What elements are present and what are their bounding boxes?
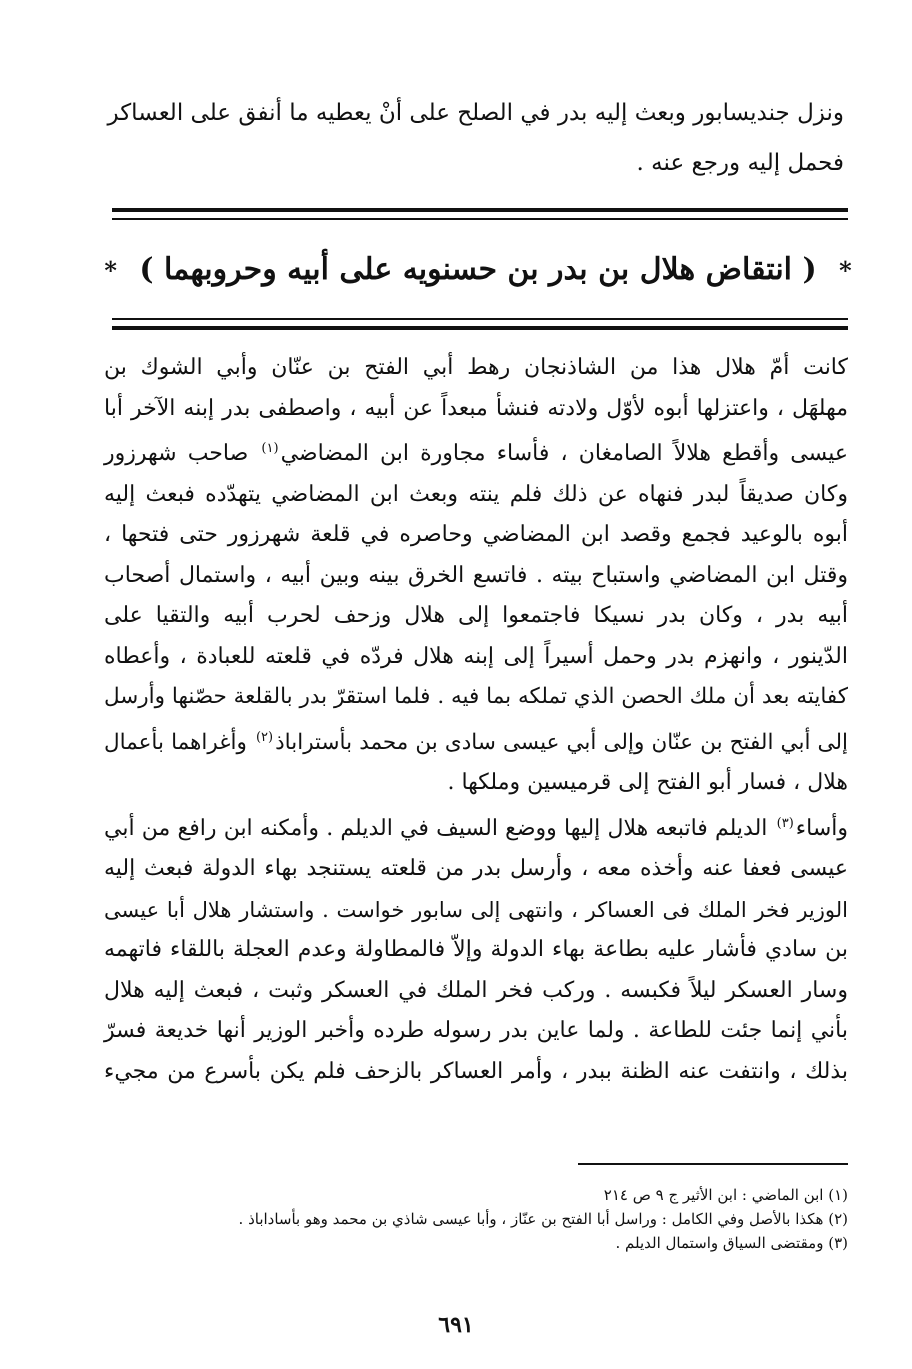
footnote-separator xyxy=(578,1163,848,1165)
main-text xyxy=(104,348,848,1092)
text-line: بأني إنما جئت للطاعة . ولما عاين بدر رسوله طرده وأخبر الوزير أنها خديعة فسرّ xyxy=(104,1018,848,1043)
heading-star-right: * xyxy=(839,256,852,285)
text-line: أبيه بدر ، وكان بدر نسيكا فاجتمعوا إلى هلال وزحف لحرب أبيه والتقيا على xyxy=(104,603,848,628)
section-heading xyxy=(104,238,852,303)
heading-bottom-rule-thin xyxy=(112,318,848,320)
text-line: وقتل ابن المضاضي واستباح بيته . فاتسع الخرق بينه وبين أبيه ، واستمال أصحاب xyxy=(104,562,848,588)
text-line xyxy=(104,718,848,764)
text-segment: عيسى وأقطع هلالاً الصامغان ، فأساء مجاورة ابن المضاضي xyxy=(280,441,848,466)
text-line: هلال ، فسار أبو الفتح إلى قرميسين وملكها . xyxy=(447,770,848,795)
text-line: الدّينور ، وانهزم بدر وحمل أسيراً إلى إبنه هلال فردّه في قلعته للعبادة ، وأعطاه xyxy=(104,643,848,669)
text-line: أبوه بالوعيد فجمع وقصد ابن المضاضي وحاصره في قلعة شهرزور حتى فتحها ، xyxy=(104,522,848,547)
heading-star-left: * xyxy=(104,256,117,285)
text-segment: إلى أبي الفتح بن عنّان وإلى أبي عيسى سادى بن محمد بأستراباذ xyxy=(275,729,848,755)
text-segment: وأساء xyxy=(795,815,849,841)
intro-paragraph xyxy=(104,88,844,188)
text-line xyxy=(104,429,848,475)
text-line: الوزير فخر الملك فى العساكر ، وانتهى إلى سابور خواست . واستشار هلال أبا عيسى xyxy=(104,897,848,922)
text-line: كانت أمّ هلال هذا من الشاذنجان رهط أبي الفتح بن عنّان وأبي الشوك بن xyxy=(104,355,848,380)
intro-line: ونزل جنديسابور وبعث إليه بدر في الصلح على أنْ يعطيه ما أنفق على العساكر xyxy=(107,100,844,126)
footnote: (١) ابن الماضي : ابن الأثير ج ٩ ص ٢١٤ xyxy=(603,1186,848,1204)
footnote-marker: (٣) xyxy=(776,815,794,831)
text-line: وكان صديقاً لبدر فنهاه عن ذلك فلم ينته وبعث ابن المضاضي يتهدّده فبعث إليه xyxy=(104,481,848,507)
heading-top-rule-thick xyxy=(112,208,848,212)
heading-title: ( انتقاض هلال بن بدر بن حسنويه على أبيه وحروبهما ) xyxy=(139,252,817,287)
text-line xyxy=(104,804,848,850)
text-segment: صاحب شهرزور xyxy=(104,441,249,466)
text-segment: وأغراهما بأعمال xyxy=(104,729,247,755)
footnote: (٣) ومقتضى السياق واستمال الديلم . xyxy=(615,1234,848,1252)
text-line: بن سادي فأشار عليه بطاعة بهاء الدولة وإلاّ فالمطاولة وعدم العجلة باللقاء فاتهمه xyxy=(104,937,848,962)
intro-line: فحمل إليه ورجع عنه . xyxy=(636,150,844,176)
text-line: مهلهَل ، واعتزلها أبوه لأوّل ولادته فنشأ مبعداً عن أبيه ، واصطفى بدر إبنه الآخر أبا xyxy=(104,395,848,421)
footnote-marker: (٢) xyxy=(255,729,274,745)
footnotes xyxy=(104,1183,848,1255)
footnote-marker: (١) xyxy=(261,441,279,456)
heading-top-rule-thin xyxy=(112,218,848,220)
text-line: بذلك ، وانتفت عنه الظنة ببدر ، وأمر العساكر بالزحف فلم يكن بأسرع من مجيء xyxy=(104,1058,848,1084)
footnote: (٢) هكذا بالأصل وفي الكامل : وراسل أبا الفتح بن عنّاز ، وأبا عيسى شاذي بن محمد وهو بأساداباذ . xyxy=(238,1210,848,1228)
text-segment: الديلم فاتبعه هلال إليها ووضع السيف في الديلم . وأمكنه ابن رافع من أبي xyxy=(104,815,768,841)
page-number: ٦٩١ xyxy=(438,1312,474,1338)
text-line: وسار العسكر ليلاً فكبسه . وركب فخر الملك في العسكر وثبت ، فبعث إليه هلال xyxy=(104,977,848,1003)
heading-bottom-rule-thick xyxy=(112,326,848,330)
text-line: كفايته بعد أن ملك الحصن الذي تملكه بما فيه . فلما استقرّ بدر بالقلعة حصّنها وأرسل xyxy=(104,684,848,709)
text-line: عيسى فعفا عنه وأخذه معه ، وأرسل بدر من قلعته يستنجد بهاء الدولة فبعث إليه xyxy=(104,856,848,881)
